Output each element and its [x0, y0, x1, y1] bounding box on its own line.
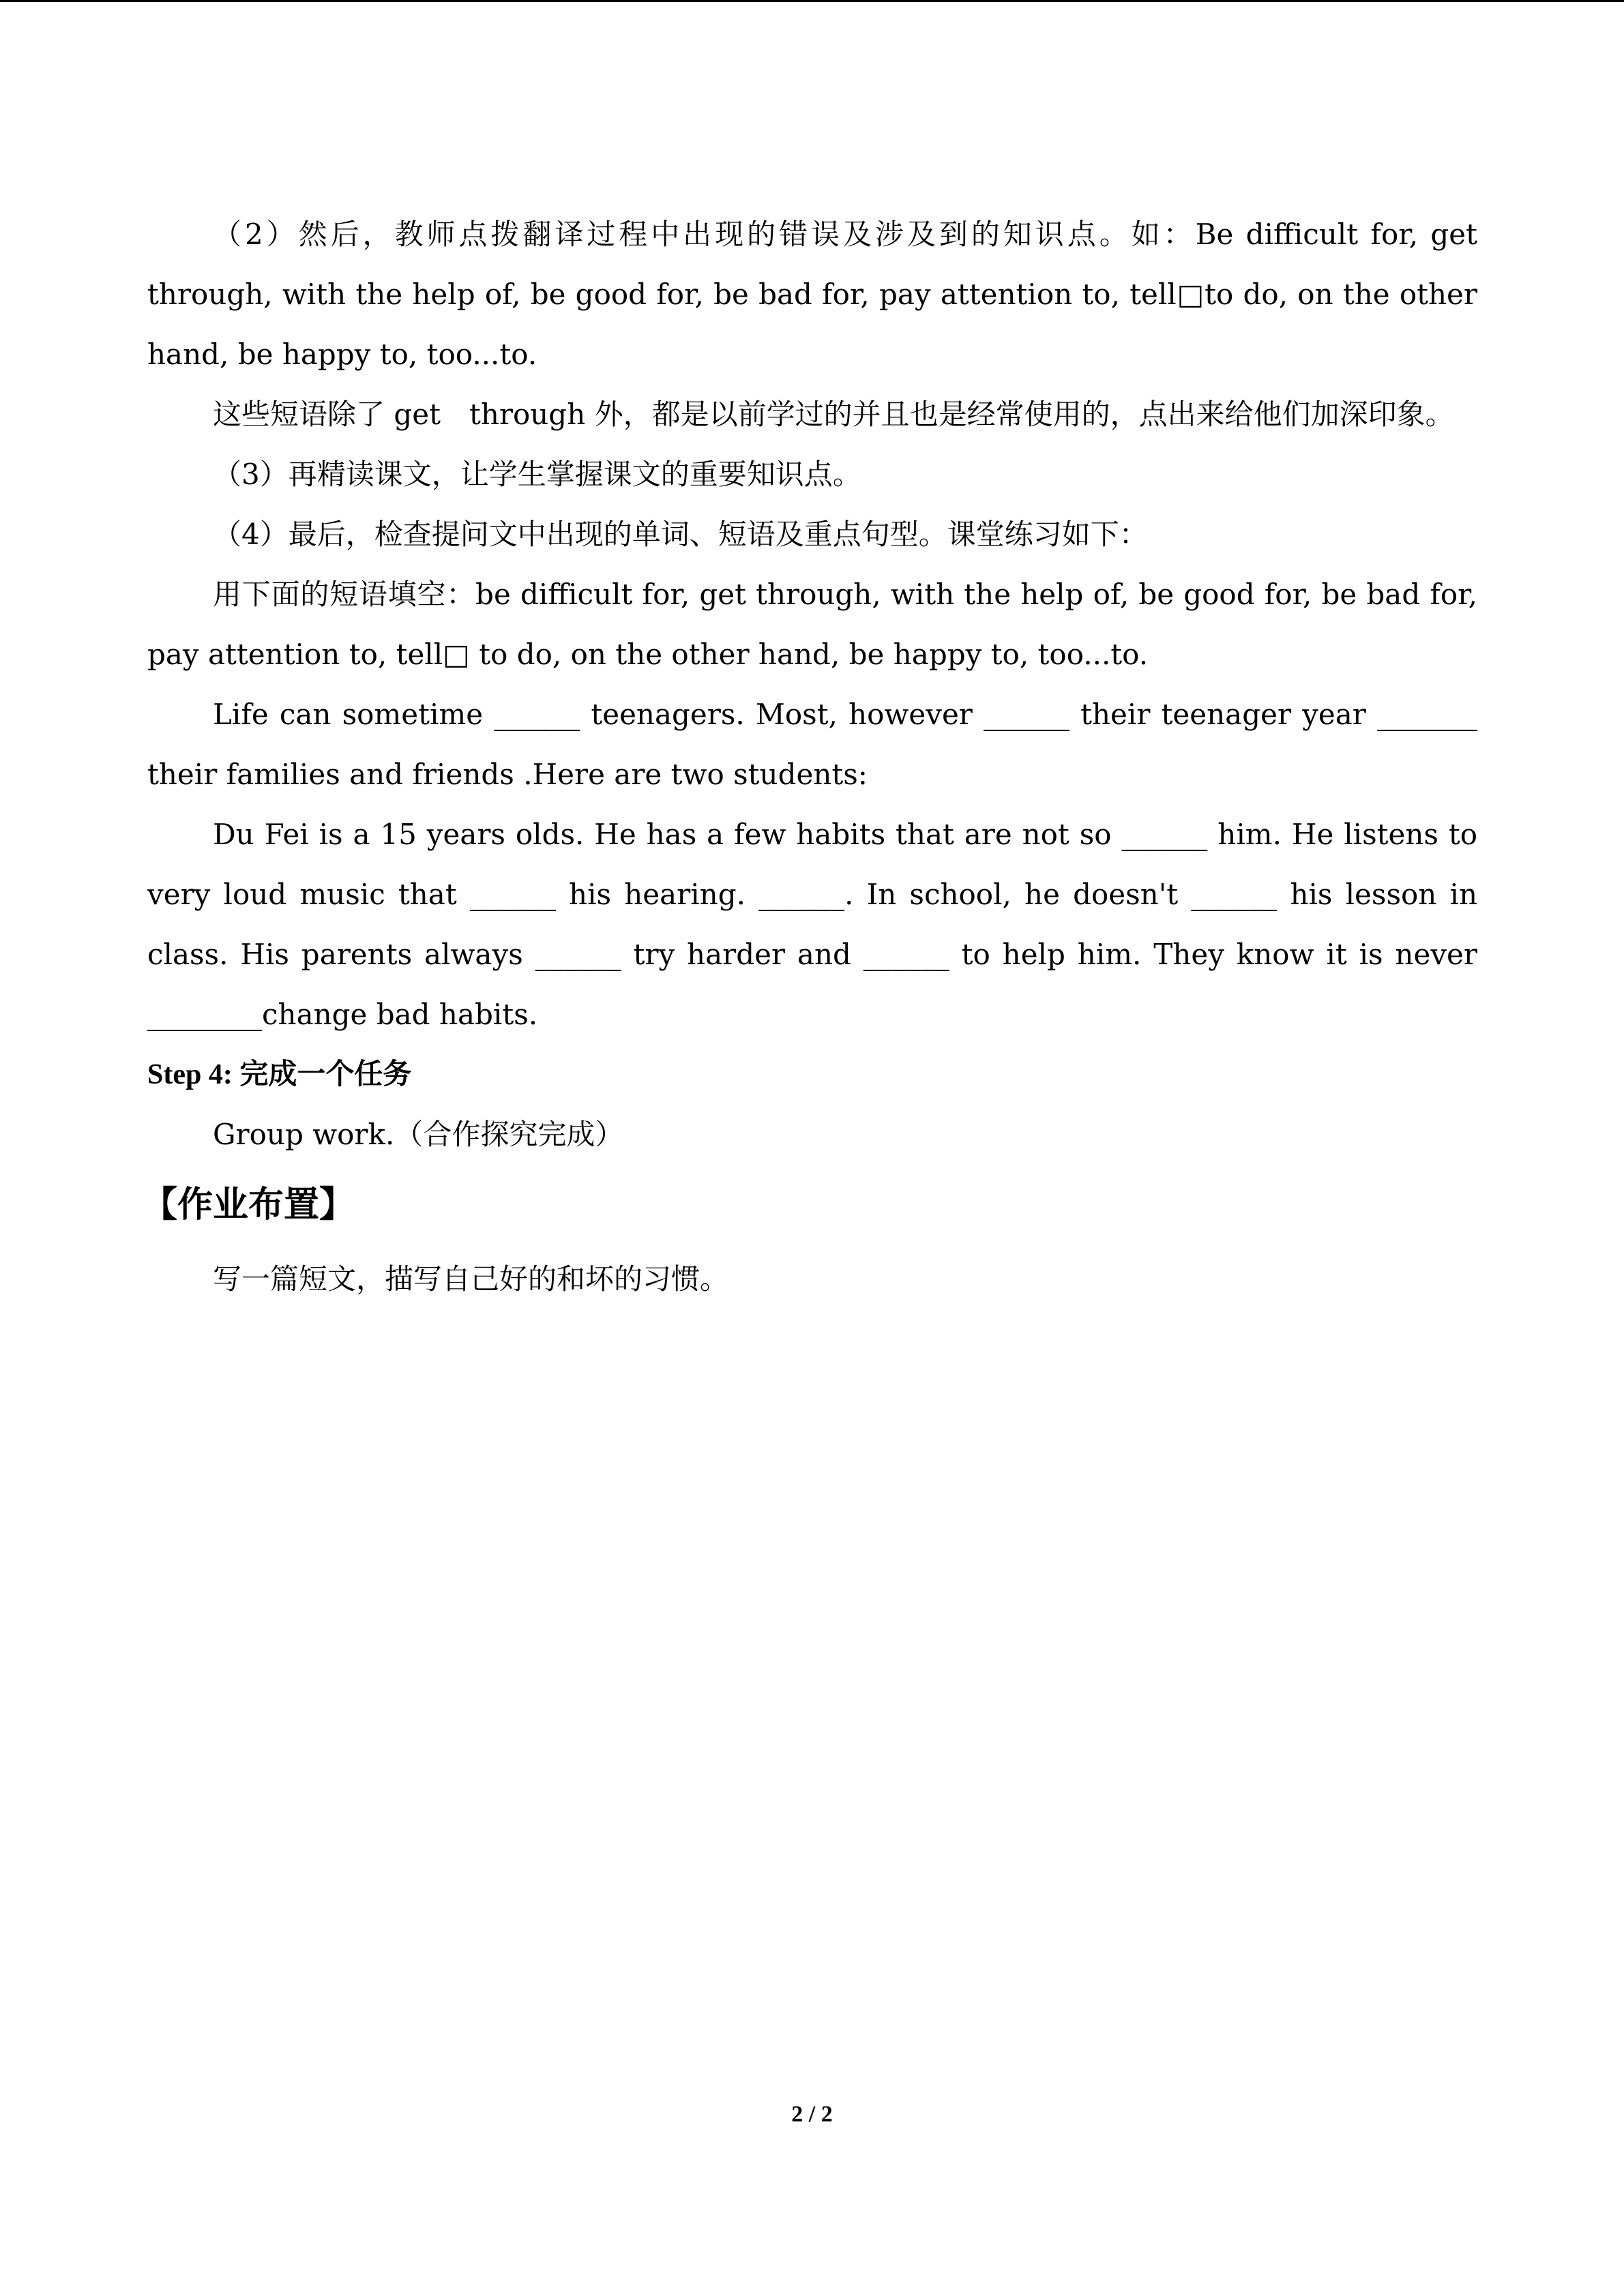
top-border-line — [0, 0, 1624, 2]
homework-text: 写一篇短文，描写自己好的和坏的习惯。 — [213, 1262, 729, 1296]
document-body — [142, 205, 1477, 1309]
homework-heading: 【作业布置】 — [142, 1184, 355, 1225]
step4-group-work: Group work.（合作探究完成） — [213, 1118, 624, 1151]
paragraph-exercise-life: Life can sometime ______ teenagers. Most, however ______ their teenager year _______ their families and friends .Here are two students: — [147, 698, 1477, 791]
paragraph-phrase-note: 这些短语除了 get through 外，都是以前学过的并且也是经常使用的，点出来给他们加深印象。 — [213, 398, 1454, 431]
step4-heading: Step 4: 完成一个任务 — [147, 1059, 412, 1090]
paragraph-exercise-dufei: Du Fei is a 15 years olds. He has a few habits that are not so ______ him. He listens to very loud music that ______ his hearing. ______. In school, he doesn't ______ his lesson in class. His parents always ______ try harder and ______ to help him. They know it is never ________change bad habits. — [147, 818, 1477, 1031]
paragraph-teacher-guidance: （2）然后，教师点拨翻译过程中出现的错误及涉及到的知识点。如：Be difficult for, get through, with the help of, be good for, be bad for, pay attention to, tell□to do, on the other hand, be happy to, too...to. — [147, 218, 1477, 371]
page-number: 2 / 2 — [791, 2102, 833, 2127]
paragraph-final-check: （4）最后，检查提问文中出现的单词、短语及重点句型。课堂练习如下： — [213, 518, 1148, 551]
paragraph-intensive-reading: （3）再精读课文，让学生掌握课文的重要知识点。 — [213, 458, 861, 491]
paragraph-fill-instructions: 用下面的短语填空：be difficult for, get through, with the help of, be good for, be bad for, pay attention to, tell□ to do, on the other hand, be happy to, too...to. — [147, 578, 1477, 671]
